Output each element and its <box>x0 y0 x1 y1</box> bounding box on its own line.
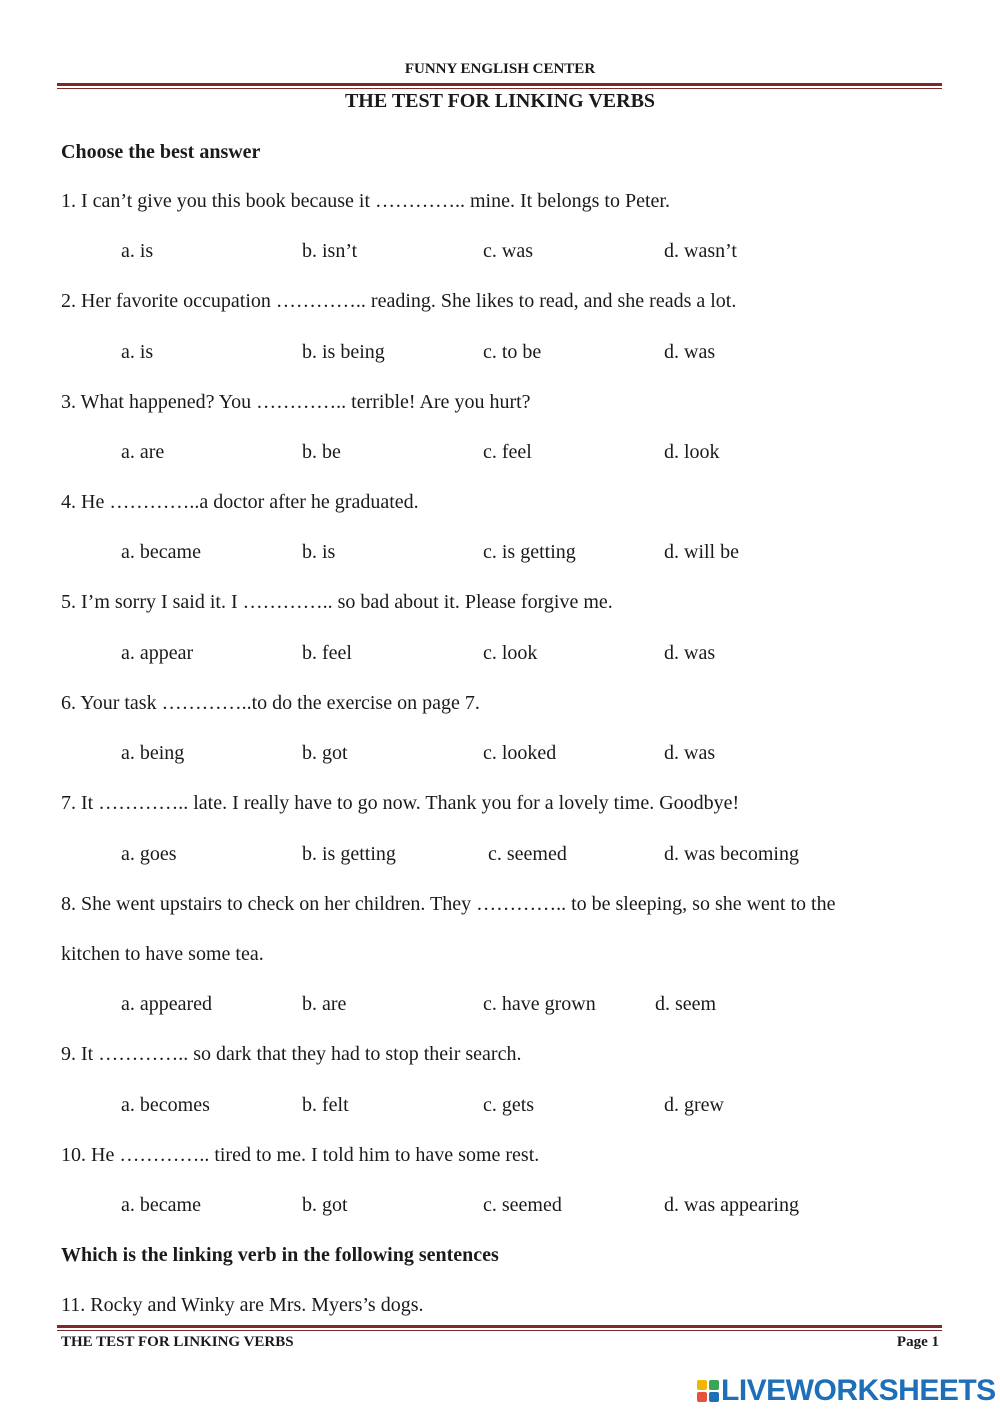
option-1c[interactable]: c. was <box>483 240 533 262</box>
option-9b[interactable]: b. felt <box>302 1094 349 1116</box>
option-7d[interactable]: d. was becoming <box>664 843 799 865</box>
header-rule-thick <box>57 83 942 86</box>
option-1d[interactable]: d. wasn’t <box>664 240 737 262</box>
question-9: 9. It ………….. so dark that they had to stop their search. <box>61 1043 522 1065</box>
question-1: 1. I can’t give you this book because it ………….. mine. It belongs to Peter. <box>61 190 670 212</box>
option-7b[interactable]: b. is getting <box>302 843 396 865</box>
option-8c[interactable]: c. have grown <box>483 993 596 1015</box>
option-8a[interactable]: a. appeared <box>121 993 213 1015</box>
option-7a[interactable]: a. goes <box>121 843 177 865</box>
option-9a[interactable]: a. becomes <box>121 1094 210 1116</box>
page-title: THE TEST FOR LINKING VERBS <box>344 90 656 112</box>
logo-square-blue <box>709 1392 719 1402</box>
question-7: 7. It ………….. late. I really have to go now. Thank you for a lovely time. Goodbye! <box>61 792 740 814</box>
option-8b[interactable]: b. are <box>302 993 347 1015</box>
option-2c[interactable]: c. to be <box>483 341 542 363</box>
option-5b[interactable]: b. feel <box>302 642 352 664</box>
option-2a[interactable]: a. is <box>121 341 154 363</box>
option-9d[interactable]: d. grew <box>664 1094 724 1116</box>
option-4d[interactable]: d. will be <box>664 541 739 563</box>
option-5c[interactable]: c. look <box>483 642 538 664</box>
question-6: 6. Your task …………..to do the exercise on page 7. <box>61 692 480 714</box>
option-6b[interactable]: b. got <box>302 742 348 764</box>
option-8d[interactable]: d. seem <box>655 993 717 1015</box>
option-3d[interactable]: d. look <box>664 441 720 463</box>
option-10a[interactable]: a. became <box>121 1194 201 1216</box>
option-4b[interactable]: b. is <box>302 541 336 563</box>
footer-title: THE TEST FOR LINKING VERBS <box>61 1334 294 1350</box>
option-5a[interactable]: a. appear <box>121 642 194 664</box>
logo-square-red <box>697 1392 707 1402</box>
option-4a[interactable]: a. became <box>121 541 201 563</box>
liveworksheets-logo[interactable] <box>697 1376 996 1406</box>
question-3: 3. What happened? You ………….. terrible! Are you hurt? <box>61 391 531 413</box>
option-7c[interactable]: c. seemed <box>488 843 567 865</box>
question-5: 5. I’m sorry I said it. I ………….. so bad about it. Please forgive me. <box>61 591 613 613</box>
option-10c[interactable]: c. seemed <box>483 1194 562 1216</box>
question-2: 2. Her favorite occupation ………….. reading. She likes to read, and she reads a lot. <box>61 290 737 312</box>
section-heading-choose: Choose the best answer <box>61 141 261 163</box>
question-11: 11. Rocky and Winky are Mrs. Myers’s dogs. <box>61 1294 424 1316</box>
option-2b[interactable]: b. is being <box>302 341 385 363</box>
option-6c[interactable]: c. looked <box>483 742 557 764</box>
option-6d[interactable]: d. was <box>664 742 716 764</box>
option-5d[interactable]: d. was <box>664 642 716 664</box>
logo-square-yellow <box>697 1380 707 1390</box>
option-4c[interactable]: c. is getting <box>483 541 576 563</box>
option-10b[interactable]: b. got <box>302 1194 348 1216</box>
footer-rule-thin <box>57 1330 942 1331</box>
question-8: 8. She went upstairs to check on her children. They ………….. to be sleeping, so she went to the <box>61 893 836 915</box>
option-1b[interactable]: b. isn’t <box>302 240 358 262</box>
header-rule-thin <box>57 88 942 89</box>
center-name: FUNNY ENGLISH CENTER <box>404 61 596 77</box>
option-3b[interactable]: b. be <box>302 441 341 463</box>
logo-mark-icon <box>697 1380 719 1402</box>
section-heading-linking-verb: Which is the linking verb in the following sentences <box>61 1244 499 1266</box>
page-number: Page 1 <box>896 1334 939 1350</box>
question-10: 10. He ………….. tired to me. I told him to have some rest. <box>61 1144 540 1166</box>
question-8-continued: kitchen to have some tea. <box>61 943 264 965</box>
option-6a[interactable]: a. being <box>121 742 185 764</box>
option-3a[interactable]: a. are <box>121 441 165 463</box>
option-10d[interactable]: d. was appearing <box>664 1194 799 1216</box>
logo-text: LIVEWORKSHEETS <box>721 1374 996 1407</box>
footer-rule-thick <box>57 1325 942 1328</box>
logo-square-green <box>709 1380 719 1390</box>
option-1a[interactable]: a. is <box>121 240 154 262</box>
option-9c[interactable]: c. gets <box>483 1094 535 1116</box>
option-3c[interactable]: c. feel <box>483 441 532 463</box>
option-2d[interactable]: d. was <box>664 341 716 363</box>
question-4: 4. He …………..a doctor after he graduated. <box>61 491 419 513</box>
